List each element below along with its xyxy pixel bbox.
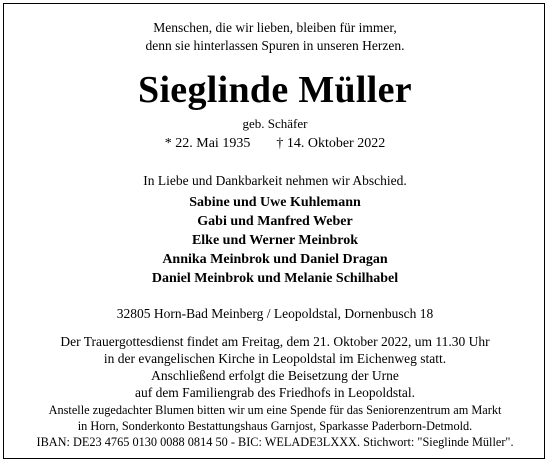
mourner-4: Annika Meinbrok und Daniel Dragan	[162, 252, 388, 267]
life-dates	[0, 136, 550, 152]
death-date: † 14. Oktober 2022	[276, 136, 386, 151]
donation-line-3: IBAN: DE23 4765 0130 0088 0814 50 - BIC: WELADE3LXXX. Stichwort: "Sieglinde Müller".	[36, 435, 514, 449]
birth-date: * 22. Mai 1935	[164, 136, 251, 151]
birth-name: geb. Schäfer	[242, 116, 308, 131]
farewell-text: In Liebe und Dankbarkeit nehmen wir Abschied.	[143, 173, 407, 188]
service-line-4: auf dem Familiengrab des Friedhofs in Leopoldstal.	[134, 385, 416, 400]
deceased-name: Sieglinde Müller	[138, 69, 412, 111]
service-line-1: Der Trauergottesdienst findet am Freitag, dem 21. Oktober 2022, um 11.30 Uhr	[60, 334, 490, 349]
service-line-2: in der evangelischen Kirche in Leopoldstal im Eichenweg statt.	[103, 351, 447, 366]
donation-line-2: in Horn, Sonderkonto Bestattungshaus Garnjost, Sparkasse Paderborn-Detmold.	[77, 419, 473, 433]
mourner-1: Sabine und Uwe Kuhlemann	[189, 195, 361, 210]
mourner-2: Gabi und Manfred Weber	[197, 214, 353, 229]
service-line-3: Anschließend erfolgt die Beisetzung der Urne	[151, 368, 399, 383]
mourner-3: Elke und Werner Meinbrok	[191, 233, 359, 248]
motto-line-1: Menschen, die wir lieben, bleiben für immer,	[153, 20, 397, 35]
mourner-5: Daniel Meinbrok und Melanie Schilhabel	[151, 271, 399, 286]
address: 32805 Horn-Bad Meinberg / Leopoldstal, Dornenbusch 18	[116, 306, 434, 321]
donation-line-1: Anstelle zugedachter Blumen bitten wir um eine Spende für das Seniorenzentrum am Markt	[48, 403, 502, 417]
motto-line-2: denn sie hinterlassen Spuren in unseren Herzen.	[145, 38, 405, 53]
